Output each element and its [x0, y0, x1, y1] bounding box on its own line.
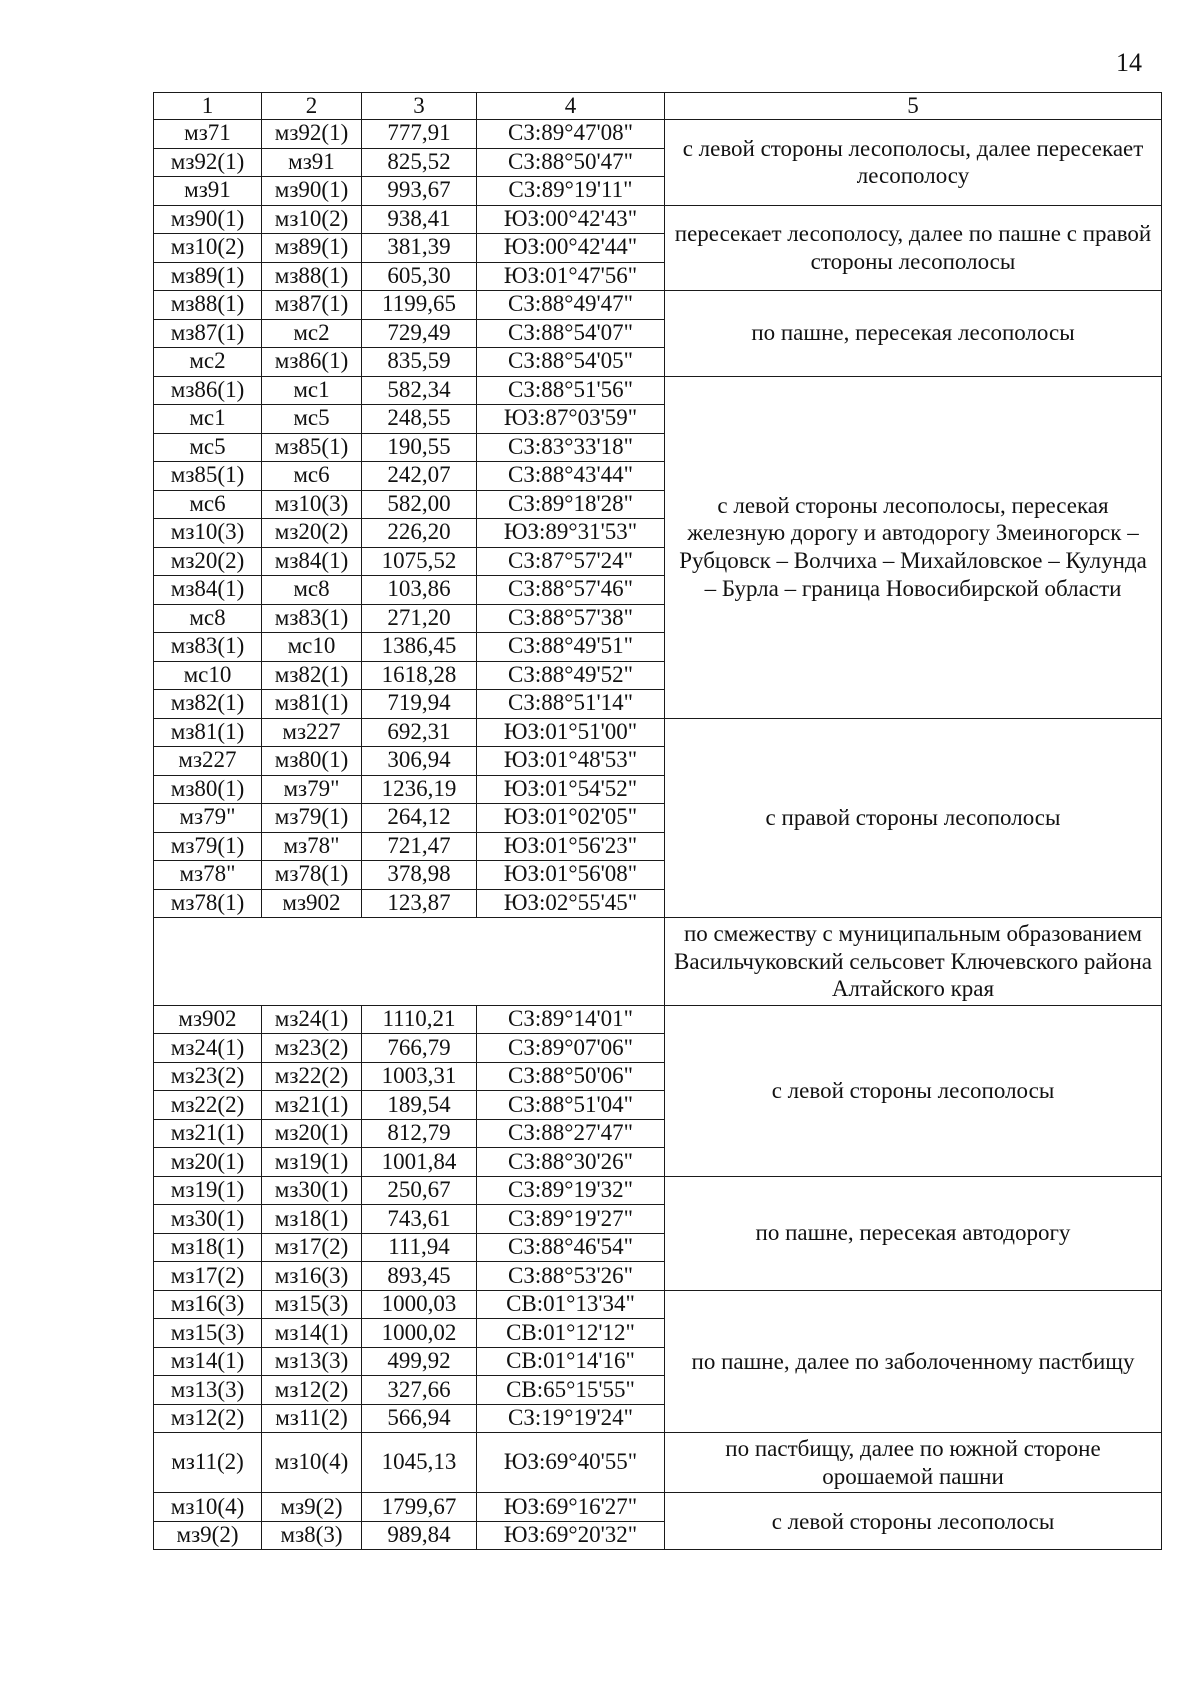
section-row [154, 918, 1162, 1006]
table-row [154, 1433, 1162, 1493]
from-point-cell: мз87(1) [154, 319, 262, 348]
to-point-cell: мз14(1) [262, 1319, 362, 1348]
bearing-cell: СЗ:83°33'18" [477, 433, 665, 462]
table-row [154, 291, 1162, 320]
table-row [154, 205, 1162, 234]
bearing-cell: ЮЗ:69°20'32" [477, 1521, 665, 1550]
bearing-cell: ЮЗ:01°02'05" [477, 804, 665, 833]
description-cell: с левой стороны лесополосы [665, 1493, 1162, 1550]
from-point-cell: мс1 [154, 405, 262, 434]
to-point-cell: мз9(2) [262, 1493, 362, 1522]
to-point-cell: мс6 [262, 462, 362, 491]
to-point-cell: мз17(2) [262, 1233, 362, 1262]
length-cell: 692,31 [362, 718, 477, 747]
length-cell: 1000,03 [362, 1290, 477, 1319]
column-header: 5 [665, 93, 1162, 120]
bearing-cell: СЗ:89°14'01" [477, 1005, 665, 1034]
description-cell: по пашне, далее по заболоченному пастбищу [665, 1290, 1162, 1433]
to-point-cell: мз902 [262, 889, 362, 918]
description-cell: по пашне, пересекая лесополосы [665, 291, 1162, 377]
column-header: 3 [362, 93, 477, 120]
bearing-cell: СЗ:88°49'51" [477, 633, 665, 662]
table-row [154, 120, 1162, 149]
to-point-cell: мз10(3) [262, 490, 362, 519]
bearing-cell: СЗ:87°57'24" [477, 547, 665, 576]
to-point-cell: мз85(1) [262, 433, 362, 462]
boundary-table [153, 92, 1162, 1550]
from-point-cell: мз15(3) [154, 1319, 262, 1348]
header-row [154, 93, 1162, 120]
bearing-cell: ЮЗ:69°16'27" [477, 1493, 665, 1522]
to-point-cell: мз78(1) [262, 861, 362, 890]
bearing-cell: СЗ:88°49'52" [477, 661, 665, 690]
to-point-cell: мз24(1) [262, 1005, 362, 1034]
description-cell: с правой стороны лесополосы [665, 718, 1162, 918]
to-point-cell: мс2 [262, 319, 362, 348]
from-point-cell: мз20(1) [154, 1148, 262, 1177]
bearing-cell: СЗ:89°47'08" [477, 120, 665, 149]
bearing-cell: ЮЗ:89°31'53" [477, 519, 665, 548]
length-cell: 719,94 [362, 690, 477, 719]
from-point-cell: мз79(1) [154, 832, 262, 861]
table-body [154, 120, 1162, 1550]
to-point-cell: мс8 [262, 576, 362, 605]
bearing-cell: ЮЗ:01°56'08" [477, 861, 665, 890]
to-point-cell: мз13(3) [262, 1347, 362, 1376]
from-point-cell: мз88(1) [154, 291, 262, 320]
from-point-cell: мз12(2) [154, 1404, 262, 1433]
from-point-cell: мс2 [154, 348, 262, 377]
table-row [154, 1176, 1162, 1205]
from-point-cell: мз78" [154, 861, 262, 890]
to-point-cell: мз81(1) [262, 690, 362, 719]
from-point-cell: мз16(3) [154, 1290, 262, 1319]
description-cell: по смежеству с муниципальным образованием Васильчуковский сельсовет Ключевского района Алтайского края [665, 918, 1162, 1006]
bearing-cell: СВ:01°14'16" [477, 1347, 665, 1376]
to-point-cell: мз80(1) [262, 747, 362, 776]
table-row [154, 1005, 1162, 1034]
length-cell: 1000,02 [362, 1319, 477, 1348]
to-point-cell: мз79(1) [262, 804, 362, 833]
to-point-cell: мз15(3) [262, 1290, 362, 1319]
from-point-cell: мз23(2) [154, 1062, 262, 1091]
from-point-cell: мз83(1) [154, 633, 262, 662]
to-point-cell: мз20(2) [262, 519, 362, 548]
length-cell: 743,61 [362, 1205, 477, 1234]
bearing-cell: СЗ:88°57'46" [477, 576, 665, 605]
bearing-cell: ЮЗ:87°03'59" [477, 405, 665, 434]
length-cell: 1618,28 [362, 661, 477, 690]
bearing-cell: ЮЗ:01°47'56" [477, 262, 665, 291]
to-point-cell: мз86(1) [262, 348, 362, 377]
length-cell: 1386,45 [362, 633, 477, 662]
from-point-cell: мз71 [154, 120, 262, 149]
length-cell: 1003,31 [362, 1062, 477, 1091]
length-cell: 499,92 [362, 1347, 477, 1376]
to-point-cell: мз22(2) [262, 1062, 362, 1091]
to-point-cell: мз16(3) [262, 1262, 362, 1291]
bearing-cell: ЮЗ:01°51'00" [477, 718, 665, 747]
description-cell: с левой стороны лесополосы, далее пересекает лесополосу [665, 120, 1162, 206]
length-cell: 103,86 [362, 576, 477, 605]
bearing-cell: СЗ:88°43'44" [477, 462, 665, 491]
length-cell: 938,41 [362, 205, 477, 234]
from-point-cell: мз86(1) [154, 376, 262, 405]
bearing-cell: СЗ:89°19'32" [477, 1176, 665, 1205]
to-point-cell: мз8(3) [262, 1521, 362, 1550]
blank-cell [154, 918, 665, 1006]
from-point-cell: мз19(1) [154, 1176, 262, 1205]
length-cell: 111,94 [362, 1233, 477, 1262]
to-point-cell: мз10(4) [262, 1433, 362, 1493]
length-cell: 189,54 [362, 1091, 477, 1120]
bearing-cell: ЮЗ:00°42'44" [477, 234, 665, 263]
length-cell: 1236,19 [362, 775, 477, 804]
from-point-cell: мз10(4) [154, 1493, 262, 1522]
bearing-cell: СЗ:88°30'26" [477, 1148, 665, 1177]
from-point-cell: мз9(2) [154, 1521, 262, 1550]
bearing-cell: СЗ:89°19'11" [477, 177, 665, 206]
to-point-cell: мз19(1) [262, 1148, 362, 1177]
bearing-cell: ЮЗ:00°42'43" [477, 205, 665, 234]
length-cell: 1075,52 [362, 547, 477, 576]
to-point-cell: мз11(2) [262, 1404, 362, 1433]
length-cell: 306,94 [362, 747, 477, 776]
bearing-cell: СВ:65°15'55" [477, 1376, 665, 1405]
from-point-cell: мс5 [154, 433, 262, 462]
from-point-cell: мз90(1) [154, 205, 262, 234]
to-point-cell: мз10(2) [262, 205, 362, 234]
from-point-cell: мз89(1) [154, 262, 262, 291]
from-point-cell: мз79" [154, 804, 262, 833]
from-point-cell: мс6 [154, 490, 262, 519]
bearing-cell: СВ:01°12'12" [477, 1319, 665, 1348]
to-point-cell: мз12(2) [262, 1376, 362, 1405]
from-point-cell: мз91 [154, 177, 262, 206]
from-point-cell: мз81(1) [154, 718, 262, 747]
length-cell: 766,79 [362, 1034, 477, 1063]
bearing-cell: СЗ:88°50'06" [477, 1062, 665, 1091]
to-point-cell: мс1 [262, 376, 362, 405]
to-point-cell: мз18(1) [262, 1205, 362, 1234]
length-cell: 825,52 [362, 148, 477, 177]
length-cell: 993,67 [362, 177, 477, 206]
length-cell: 1799,67 [362, 1493, 477, 1522]
bearing-cell: СЗ:88°51'56" [477, 376, 665, 405]
to-point-cell: мз89(1) [262, 234, 362, 263]
length-cell: 835,59 [362, 348, 477, 377]
length-cell: 190,55 [362, 433, 477, 462]
to-point-cell: мз90(1) [262, 177, 362, 206]
bearing-cell: ЮЗ:02°55'45" [477, 889, 665, 918]
to-point-cell: мс5 [262, 405, 362, 434]
from-point-cell: мз21(1) [154, 1119, 262, 1148]
from-point-cell: мз20(2) [154, 547, 262, 576]
bearing-cell: СЗ:19°19'24" [477, 1404, 665, 1433]
from-point-cell: мз30(1) [154, 1205, 262, 1234]
length-cell: 721,47 [362, 832, 477, 861]
length-cell: 264,12 [362, 804, 477, 833]
bearing-cell: СЗ:89°18'28" [477, 490, 665, 519]
to-point-cell: мз82(1) [262, 661, 362, 690]
bearing-cell: СЗ:88°46'54" [477, 1233, 665, 1262]
to-point-cell: мз84(1) [262, 547, 362, 576]
from-point-cell: мз13(3) [154, 1376, 262, 1405]
to-point-cell: мз78" [262, 832, 362, 861]
bearing-cell: СЗ:88°27'47" [477, 1119, 665, 1148]
to-point-cell: мз227 [262, 718, 362, 747]
bearing-cell: СВ:01°13'34" [477, 1290, 665, 1319]
bearing-cell: СЗ:89°07'06" [477, 1034, 665, 1063]
bearing-cell: СЗ:88°51'04" [477, 1091, 665, 1120]
bearing-cell: ЮЗ:01°48'53" [477, 747, 665, 776]
from-point-cell: мз82(1) [154, 690, 262, 719]
to-point-cell: мз23(2) [262, 1034, 362, 1063]
from-point-cell: мз78(1) [154, 889, 262, 918]
from-point-cell: мз11(2) [154, 1433, 262, 1493]
table-row [154, 1493, 1162, 1522]
from-point-cell: мз10(3) [154, 519, 262, 548]
to-point-cell: мз91 [262, 148, 362, 177]
to-point-cell: мз83(1) [262, 604, 362, 633]
description-cell: с левой стороны лесополосы [665, 1005, 1162, 1176]
from-point-cell: мз14(1) [154, 1347, 262, 1376]
from-point-cell: мз18(1) [154, 1233, 262, 1262]
from-point-cell: мз80(1) [154, 775, 262, 804]
description-cell: по пашне, пересекая автодорогу [665, 1176, 1162, 1290]
bearing-cell: СЗ:88°51'14" [477, 690, 665, 719]
length-cell: 1001,84 [362, 1148, 477, 1177]
description-cell: пересекает лесополосу, далее по пашне с правой стороны лесополосы [665, 205, 1162, 291]
to-point-cell: мз92(1) [262, 120, 362, 149]
length-cell: 242,07 [362, 462, 477, 491]
length-cell: 893,45 [362, 1262, 477, 1291]
page-number: 14 [1116, 48, 1142, 77]
length-cell: 1110,21 [362, 1005, 477, 1034]
to-point-cell: мз88(1) [262, 262, 362, 291]
column-header: 1 [154, 93, 262, 120]
from-point-cell: мс10 [154, 661, 262, 690]
length-cell: 566,94 [362, 1404, 477, 1433]
to-point-cell: мз79" [262, 775, 362, 804]
to-point-cell: мз87(1) [262, 291, 362, 320]
length-cell: 123,87 [362, 889, 477, 918]
table-row [154, 376, 1162, 405]
bearing-cell: СЗ:88°57'38" [477, 604, 665, 633]
bearing-cell: СЗ:89°19'27" [477, 1205, 665, 1234]
length-cell: 250,67 [362, 1176, 477, 1205]
from-point-cell: мз24(1) [154, 1034, 262, 1063]
length-cell: 381,39 [362, 234, 477, 263]
from-point-cell: мз902 [154, 1005, 262, 1034]
bearing-cell: ЮЗ:01°54'52" [477, 775, 665, 804]
length-cell: 378,98 [362, 861, 477, 890]
length-cell: 327,66 [362, 1376, 477, 1405]
from-point-cell: мз85(1) [154, 462, 262, 491]
to-point-cell: мс10 [262, 633, 362, 662]
bearing-cell: ЮЗ:69°40'55" [477, 1433, 665, 1493]
description-cell: с левой стороны лесополосы, пересекая железную дорогу и автодорогу Змеиногорск – Рубцовск – Волчиха – Михайловское – Кулунда – Бурла – граница Новосибирской области [665, 376, 1162, 718]
to-point-cell: мз20(1) [262, 1119, 362, 1148]
from-point-cell: мс8 [154, 604, 262, 633]
from-point-cell: мз227 [154, 747, 262, 776]
table-row [154, 718, 1162, 747]
bearing-cell: СЗ:88°54'05" [477, 348, 665, 377]
bearing-cell: СЗ:88°50'47" [477, 148, 665, 177]
length-cell: 582,34 [362, 376, 477, 405]
from-point-cell: мз84(1) [154, 576, 262, 605]
bearing-cell: СЗ:88°54'07" [477, 319, 665, 348]
column-header: 4 [477, 93, 665, 120]
length-cell: 729,49 [362, 319, 477, 348]
length-cell: 989,84 [362, 1521, 477, 1550]
description-cell: по пастбищу, далее по южной стороне орошаемой пашни [665, 1433, 1162, 1493]
from-point-cell: мз10(2) [154, 234, 262, 263]
length-cell: 582,00 [362, 490, 477, 519]
to-point-cell: мз21(1) [262, 1091, 362, 1120]
to-point-cell: мз30(1) [262, 1176, 362, 1205]
column-header: 2 [262, 93, 362, 120]
from-point-cell: мз17(2) [154, 1262, 262, 1291]
length-cell: 1199,65 [362, 291, 477, 320]
bearing-cell: СЗ:88°53'26" [477, 1262, 665, 1291]
from-point-cell: мз92(1) [154, 148, 262, 177]
table-row [154, 1290, 1162, 1319]
length-cell: 271,20 [362, 604, 477, 633]
length-cell: 248,55 [362, 405, 477, 434]
length-cell: 812,79 [362, 1119, 477, 1148]
length-cell: 605,30 [362, 262, 477, 291]
length-cell: 226,20 [362, 519, 477, 548]
length-cell: 777,91 [362, 120, 477, 149]
length-cell: 1045,13 [362, 1433, 477, 1493]
bearing-cell: ЮЗ:01°56'23" [477, 832, 665, 861]
bearing-cell: СЗ:88°49'47" [477, 291, 665, 320]
from-point-cell: мз22(2) [154, 1091, 262, 1120]
